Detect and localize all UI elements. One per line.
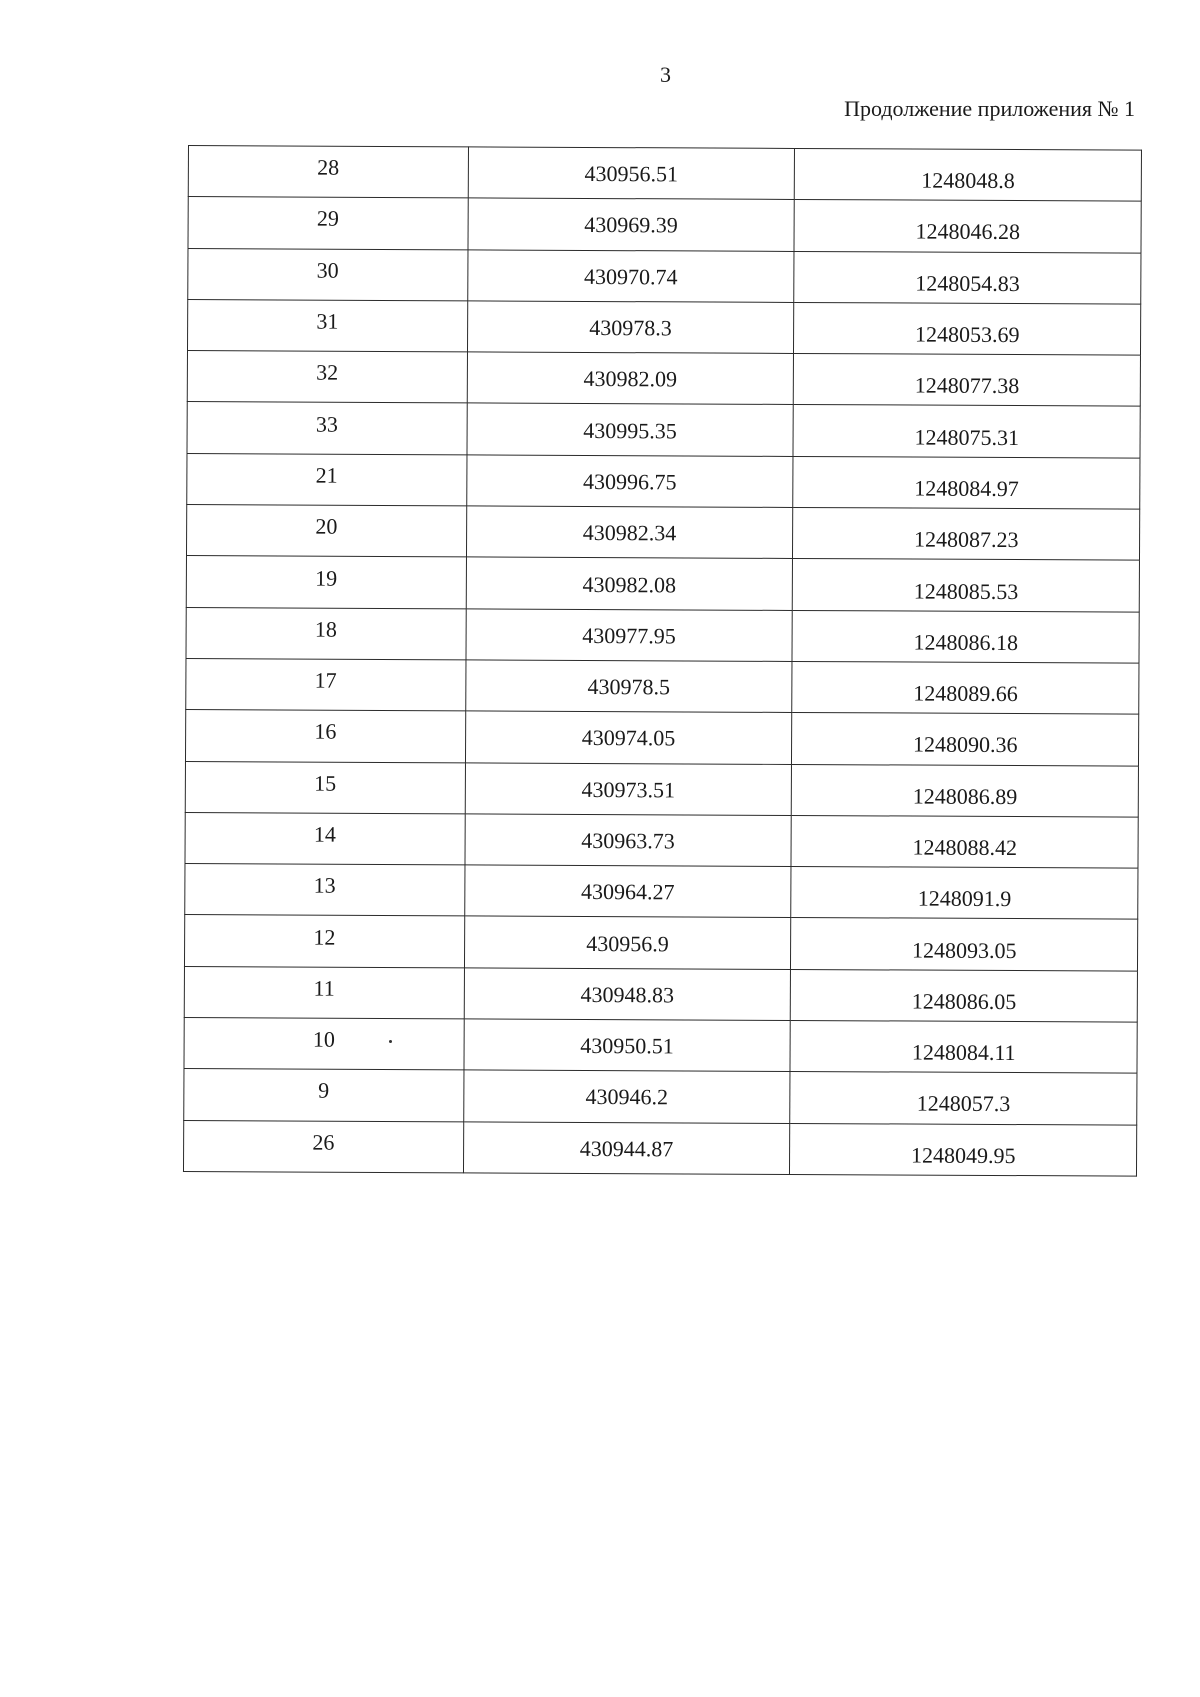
table-row (185, 812, 1138, 868)
point-number-cell: 30 (188, 248, 468, 301)
point-number-cell: 20 (186, 505, 466, 558)
table-row (184, 1069, 1137, 1125)
table-row (185, 710, 1138, 766)
table-row (187, 453, 1140, 509)
table-row (185, 864, 1138, 920)
table-row (186, 556, 1139, 612)
x-coordinate-cell: 430978.5 (465, 660, 792, 713)
x-coordinate-cell: 430982.09 (467, 352, 794, 405)
point-number-cell: 32 (187, 351, 467, 404)
x-coordinate-cell: 430944.87 (463, 1121, 790, 1174)
y-coordinate-cell: 1248086.89 (792, 764, 1139, 817)
x-coordinate-cell: 430948.83 (464, 968, 791, 1021)
y-coordinate-cell: 1248084.97 (793, 456, 1140, 509)
y-coordinate-cell: 1248093.05 (791, 918, 1138, 971)
coordinates-table-body (183, 146, 1141, 1177)
page-number: 3 (660, 62, 671, 87)
x-coordinate-cell: 430969.39 (468, 198, 795, 251)
table-row (188, 197, 1141, 253)
x-coordinate-cell: 430950.51 (464, 1019, 791, 1072)
x-coordinate-cell: 430982.34 (466, 506, 793, 559)
stray-dot-mark (389, 1040, 392, 1043)
y-coordinate-cell: 1248084.11 (790, 1021, 1137, 1074)
table-row (183, 1120, 1136, 1176)
point-number-cell: 21 (187, 453, 467, 506)
x-coordinate-cell: 430970.74 (467, 249, 794, 302)
table-row (187, 351, 1140, 407)
point-number-cell: 14 (185, 812, 465, 865)
table-row (187, 402, 1140, 458)
x-coordinate-cell: 430977.95 (466, 609, 793, 662)
y-coordinate-cell: 1248046.28 (794, 200, 1141, 253)
x-coordinate-cell: 430974.05 (465, 711, 792, 764)
table-row (186, 658, 1139, 714)
x-coordinate-cell: 430978.3 (467, 301, 794, 354)
y-coordinate-cell: 1248086.18 (792, 610, 1139, 663)
table-row (186, 505, 1139, 561)
y-coordinate-cell: 1248087.23 (793, 508, 1140, 561)
table-row (184, 966, 1137, 1022)
appendix-caption: Продолжение приложения № 1 (844, 96, 1135, 121)
table-row (187, 299, 1140, 355)
point-number-cell: 12 (184, 915, 464, 968)
y-coordinate-cell: 1248075.31 (793, 405, 1140, 458)
point-number-cell: 11 (184, 966, 464, 1019)
x-coordinate-cell: 430995.35 (467, 403, 794, 456)
point-number-cell: 15 (185, 761, 465, 814)
point-number-cell: 13 (185, 864, 465, 917)
y-coordinate-cell: 1248049.95 (790, 1123, 1137, 1176)
point-number-cell: 31 (187, 299, 467, 352)
table-row (188, 146, 1141, 202)
point-number-cell: 18 (186, 607, 466, 660)
y-coordinate-cell: 1248088.42 (791, 815, 1138, 868)
y-coordinate-cell: 1248057.3 (790, 1072, 1137, 1125)
table-row (188, 248, 1141, 304)
y-coordinate-cell: 1248091.9 (791, 867, 1138, 920)
point-number-cell: 9 (184, 1069, 464, 1122)
x-coordinate-cell: 430946.2 (463, 1070, 790, 1123)
x-coordinate-cell: 430982.08 (466, 557, 793, 610)
point-number-cell: 26 (183, 1120, 463, 1173)
x-coordinate-cell: 430963.73 (465, 814, 792, 867)
table-row (184, 1018, 1137, 1074)
y-coordinate-cell: 1248086.05 (791, 969, 1138, 1022)
y-coordinate-cell: 1248048.8 (795, 148, 1142, 201)
point-number-cell: 16 (185, 710, 465, 763)
point-number-cell: 28 (188, 146, 468, 199)
point-number-cell: 19 (186, 556, 466, 609)
y-coordinate-cell: 1248077.38 (794, 354, 1141, 407)
table-row (184, 915, 1137, 971)
point-number-cell: 17 (186, 658, 466, 711)
point-number-cell: 10 (184, 1018, 464, 1071)
x-coordinate-cell: 430996.75 (466, 455, 793, 508)
y-coordinate-cell: 1248085.53 (793, 559, 1140, 612)
table-row (185, 761, 1138, 817)
table-row (186, 607, 1139, 663)
point-number-cell: 29 (188, 197, 468, 250)
y-coordinate-cell: 1248054.83 (794, 251, 1141, 304)
x-coordinate-cell: 430973.51 (465, 762, 792, 815)
y-coordinate-cell: 1248053.69 (794, 302, 1141, 355)
x-coordinate-cell: 430956.9 (464, 916, 791, 969)
point-number-cell: 33 (187, 402, 467, 455)
x-coordinate-cell: 430964.27 (464, 865, 791, 918)
coordinates-table (183, 145, 1142, 1177)
y-coordinate-cell: 1248089.66 (792, 661, 1139, 714)
x-coordinate-cell: 430956.51 (468, 147, 795, 200)
y-coordinate-cell: 1248090.36 (792, 713, 1139, 766)
